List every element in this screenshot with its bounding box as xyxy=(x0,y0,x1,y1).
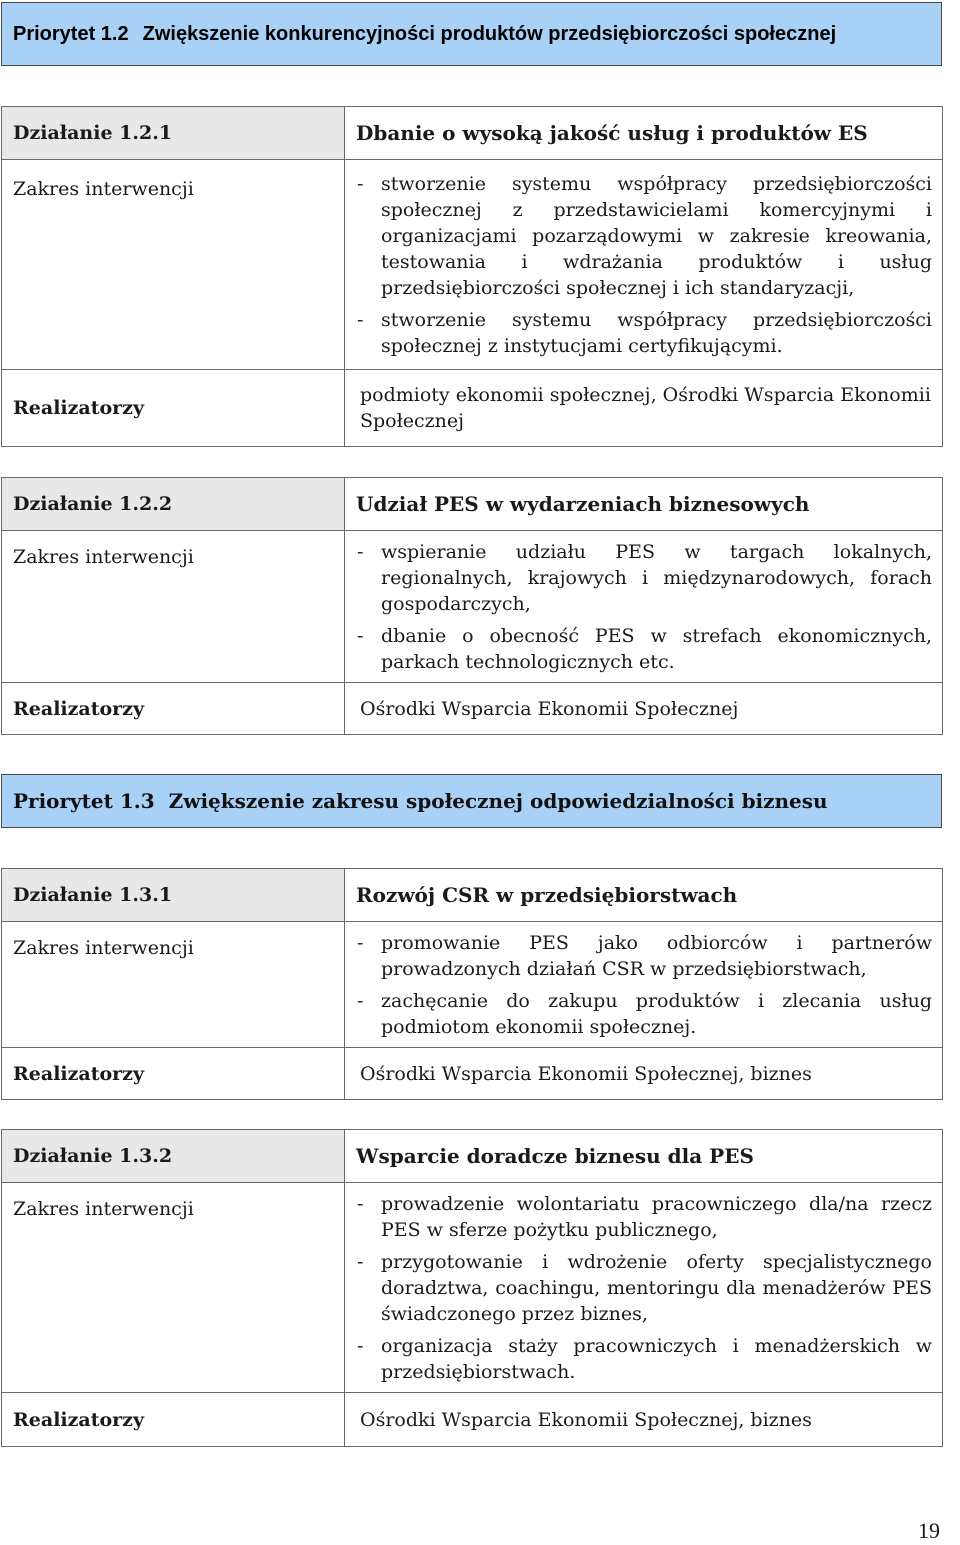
action-title: Udział PES w wydarzeniach biznesowych xyxy=(345,478,943,531)
scope-label: Zakres interwencji xyxy=(2,160,345,370)
list-item: - promowanie PES jako odbiorców i partnerów prowadzonych działań CSR w przedsiębiorstwach, xyxy=(357,931,932,980)
action-table-1-2-1 xyxy=(1,106,943,447)
scope-cell xyxy=(345,160,943,370)
scope-list xyxy=(345,924,942,1046)
scope-label: Zakres interwencji xyxy=(2,922,345,1048)
priority-header-1-2 xyxy=(1,2,942,66)
scope-cell xyxy=(345,531,943,683)
action-title: Wsparcie doradcze biznesu dla PES xyxy=(345,1130,943,1183)
implementers-value: podmioty ekonomii społecznej, Ośrodki Wsparcia Ekonomii Społecznej xyxy=(345,370,943,447)
list-item: - stworzenie systemu współpracy przedsiębiorczości społecznej z przedstawicielami komercyjnymi i organizacjami pozarządowymi w zakresie kreowania, testowania i wdrażania produktów i usług przedsiębiorczości społecznej i ich standaryzacji, xyxy=(357,172,932,299)
action-title: Dbanie o wysoką jakość usług i produktów ES xyxy=(345,107,943,160)
list-item: - zachęcanie do zakupu produktów i zlecania usług podmiotom ekonomii społecznej. xyxy=(357,989,932,1038)
priority-title: Zwiększenie zakresu społecznej odpowiedzialności biznesu xyxy=(168,789,828,813)
scope-list xyxy=(345,1185,942,1391)
scope-list xyxy=(345,533,942,681)
implementers-label: Realizatorzy xyxy=(2,683,345,735)
scope-label: Zakres interwencji xyxy=(2,1183,345,1393)
scope-cell xyxy=(345,922,943,1048)
action-table-1-2-2 xyxy=(1,477,943,735)
implementers-value: Ośrodki Wsparcia Ekonomii Społecznej, biznes xyxy=(345,1048,943,1100)
list-item: - stworzenie systemu współpracy przedsiębiorczości społecznej z instytucjami certyfikującymi. xyxy=(357,308,932,357)
scope-list xyxy=(345,165,942,365)
action-table-1-3-2 xyxy=(1,1129,943,1447)
action-title: Rozwój CSR w przedsiębiorstwach xyxy=(345,869,943,922)
action-label: Działanie 1.3.2 xyxy=(2,1130,345,1183)
priority-title: Zwiększenie konkurencyjności produktów przedsiębiorczości społecznej xyxy=(142,22,837,45)
list-item: - przygotowanie i wdrożenie oferty specjalistycznego doradztwa, coachingu, mentoringu dla menadżerów PES świadczonego przez biznes, xyxy=(357,1250,932,1325)
page-number: 19 xyxy=(918,1518,940,1543)
priority-header-1-3 xyxy=(1,774,942,828)
implementers-label: Realizatorzy xyxy=(2,370,345,447)
list-item: - dbanie o obecność PES w strefach ekonomicznych, parkach technologicznych etc. xyxy=(357,624,932,673)
implementers-value: Ośrodki Wsparcia Ekonomii Społecznej xyxy=(345,683,943,735)
list-item: - organizacja staży pracowniczych i menadżerskich w przedsiębiorstwach. xyxy=(357,1334,932,1383)
implementers-value: Ośrodki Wsparcia Ekonomii Społecznej, biznes xyxy=(345,1393,943,1447)
list-item: - prowadzenie wolontariatu pracowniczego dla/na rzecz PES w sferze pożytku publicznego, xyxy=(357,1192,932,1241)
implementers-label: Realizatorzy xyxy=(2,1048,345,1100)
list-item: - wspieranie udziału PES w targach lokalnych, regionalnych, krajowych i międzynarodowych, forach gospodarczych, xyxy=(357,540,932,615)
action-label: Działanie 1.2.2 xyxy=(2,478,345,531)
implementers-label: Realizatorzy xyxy=(2,1393,345,1447)
action-table-1-3-1 xyxy=(1,868,943,1100)
priority-number: Priorytet 1.3 xyxy=(13,789,155,813)
scope-label: Zakres interwencji xyxy=(2,531,345,683)
action-label: Działanie 1.3.1 xyxy=(2,869,345,922)
action-label: Działanie 1.2.1 xyxy=(2,107,345,160)
scope-cell xyxy=(345,1183,943,1393)
priority-number: Priorytet 1.2 xyxy=(13,22,129,45)
